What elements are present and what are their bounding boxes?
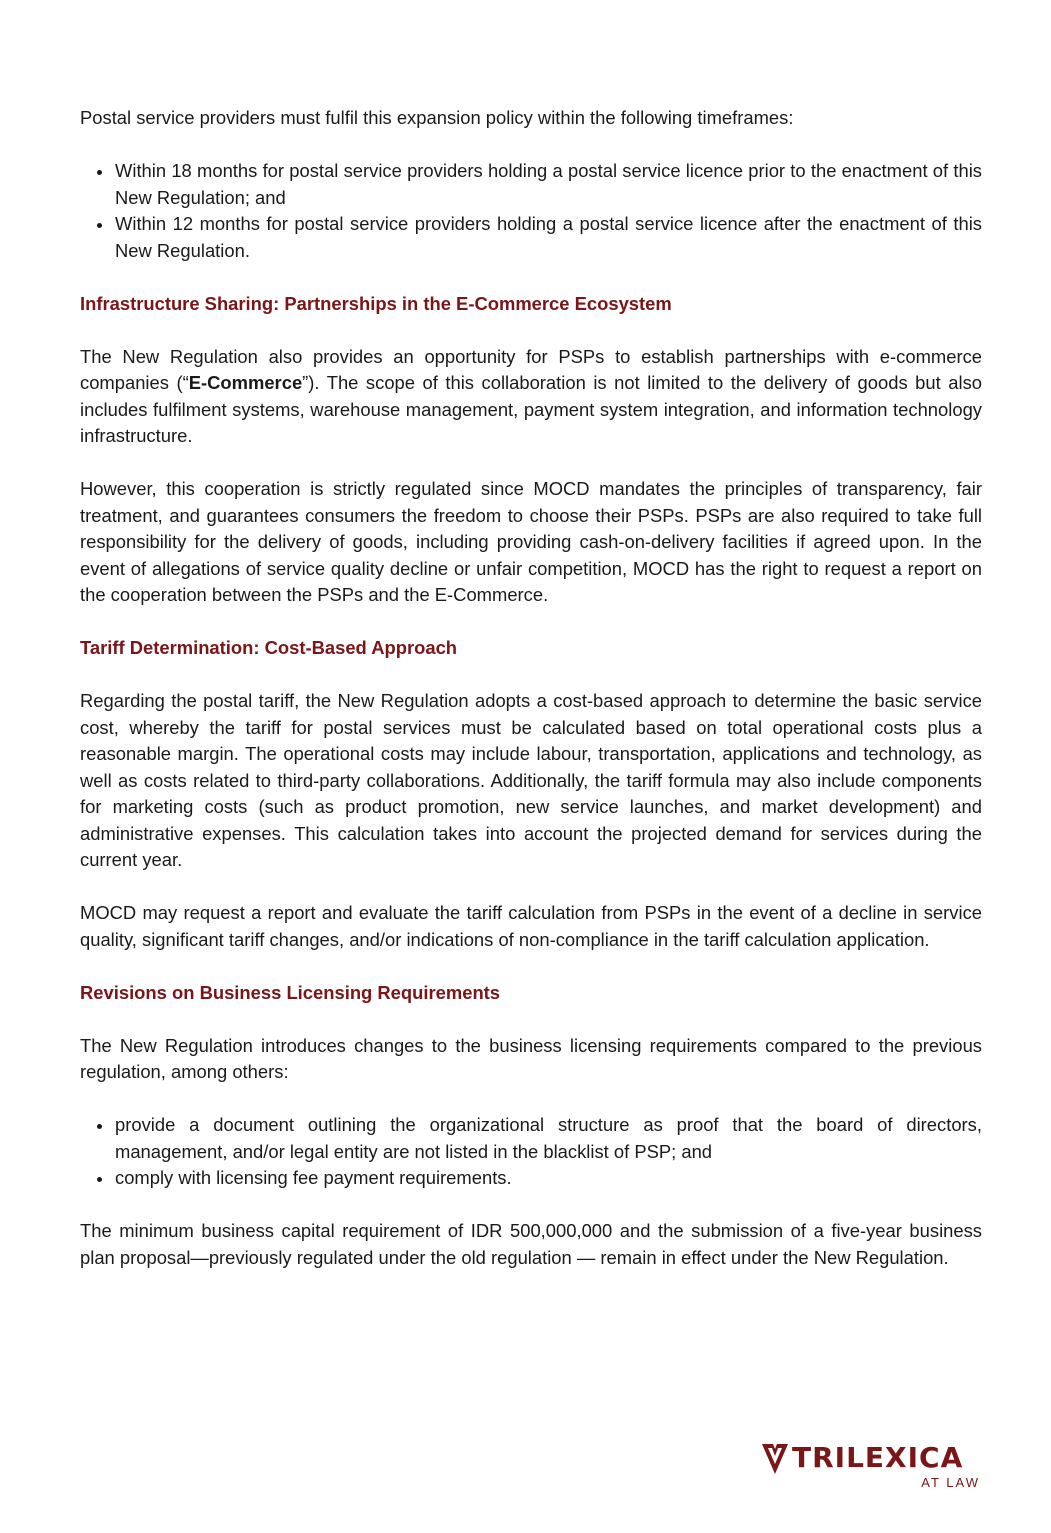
tariff-paragraph-2: MOCD may request a report and evaluate the tariff calculation from PSPs in the event of a decline in service quality, significant tariff changes, and/or indications of non-compliance in the tariff calculation application. (80, 902, 982, 950)
list-item (80, 1165, 982, 1192)
licensing-heading: Revisions on Business Licensing Requirements (80, 981, 501, 1003)
paragraph-text: ”). The scope of this collaboration is not limited to the delivery of goods but also includes fulfilment systems, warehouse management, payment system integration, and information technology infrastructure. (80, 372, 983, 446)
list-item-text: Within 12 months for postal service providers holding a postal service licence after the enactment of this New Regulation. (115, 213, 982, 261)
logo-mark-icon (762, 1444, 788, 1474)
list-item-text: comply with licensing fee payment requirements. (115, 1167, 512, 1188)
list-item (80, 158, 982, 211)
infrastructure-paragraph-2: However, this cooperation is strictly regulated since MOCD mandates the principles of transparency, fair treatment, and guarantees consumers the freedom to choose their PSPs. PSPs are also required to take full responsibility for the delivery of goods, including providing cash-on-delivery facilities if agreed upon. In the event of allegations of service quality decline or unfair competition, MOCD has the right to request a report on the cooperation between the PSPs and the E-Commerce. (80, 478, 982, 605)
list-item (80, 211, 982, 264)
document-body (80, 105, 982, 1271)
list-item-text: provide a document outlining the organizational structure as proof that the board of directors, management, and/or legal entity are not listed in the blacklist of PSP; and (115, 1114, 982, 1162)
infrastructure-paragraph-1 (80, 344, 982, 450)
bullet-icon (97, 223, 102, 228)
tariff-heading: Tariff Determination: Cost-Based Approach (80, 637, 458, 658)
bullet-icon (97, 1177, 102, 1182)
logo-subtitle: AT LAW (921, 1475, 980, 1490)
tariff-paragraph-1: Regarding the postal tariff, the New Regulation adopts a cost-based approach to determine the basic service cost, whereby the tariff for postal services must be calculated based on total operational costs plus a reasonable margin. The operational costs may include labour, transportation, applications and technology, as well as costs related to third-party collaborations. Additionally, the tariff formula may also include components for marketing costs (such as product promotion, new service launches, and market development) and administrative expenses. This calculation takes into account the projected demand for services during the current year. (80, 690, 982, 870)
timeframes-list (80, 158, 982, 264)
logo-wordmark: TRILEXICA (792, 1441, 964, 1474)
bullet-icon (97, 170, 102, 175)
paragraph-text: The New Regulation also provides an opportunity for PSPs to establish partnerships with e-commerce companies (“ (80, 345, 982, 393)
bullet-icon (97, 1124, 102, 1129)
licensing-requirements-list (80, 1112, 982, 1192)
licensing-paragraph-2: The minimum business capital requirement of IDR 500,000,000 and the submission of a five-year business plan proposal—previously regulated under the old regulation — remain in effect under the New Regulation. (80, 1220, 982, 1268)
intro-paragraph: Postal service providers must fulfil this expansion policy within the following timeframes: (80, 107, 794, 128)
list-item (80, 1112, 982, 1165)
list-item-text: Within 18 months for postal service providers holding a postal service licence prior to the enactment of this New Regulation; and (115, 160, 982, 208)
firm-logo (762, 1442, 982, 1492)
infrastructure-heading: Infrastructure Sharing: Partnerships in the E-Commerce Ecosystem (80, 292, 672, 314)
defined-term: E-Commerce (188, 372, 303, 393)
licensing-paragraph-1: The New Regulation introduces changes to the business licensing requirements compared to the previous regulation, among others: (80, 1034, 982, 1082)
